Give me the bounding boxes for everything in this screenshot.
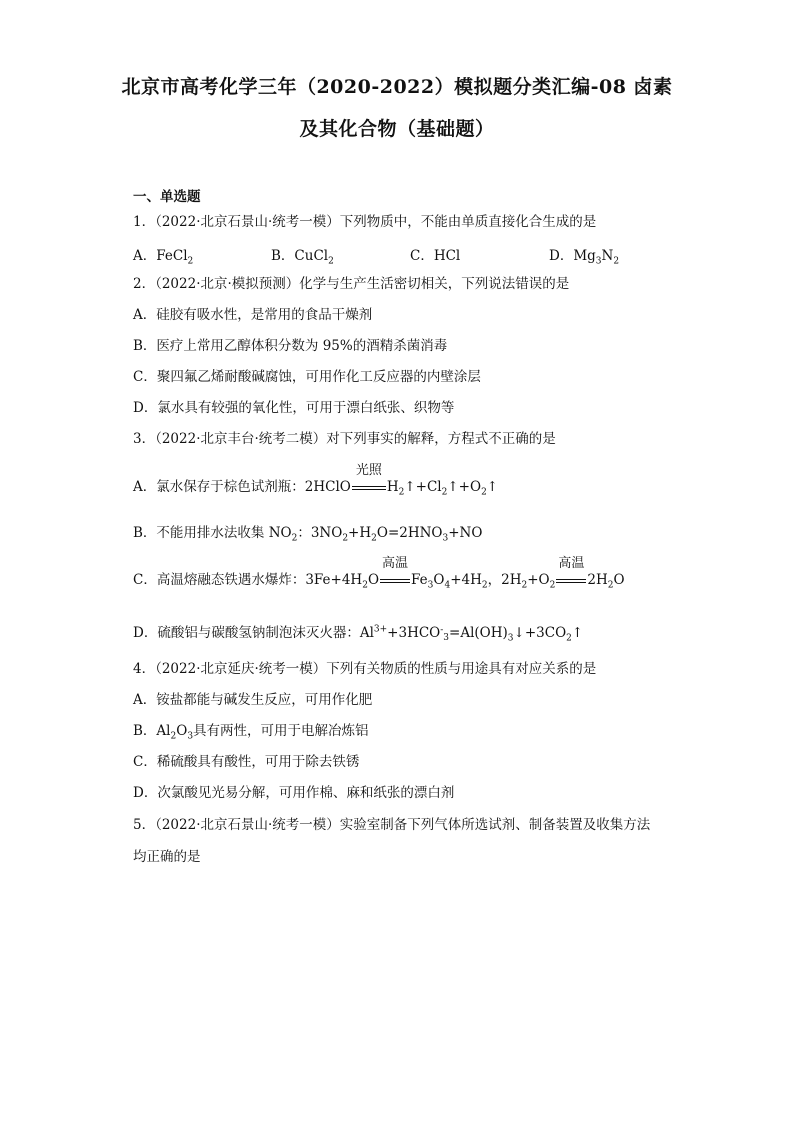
reaction-condition-arrow: 光照 [351, 478, 387, 496]
q3-option-c: C．高温熔融态铁遇水爆炸：$3Fe+4H_2O$ 高温 $Fe_3O_4+4H_2$，$2H_2+O_2$ 高温 $2H_2O$ [133, 556, 625, 591]
q4-option-b: B．$Al_2O_3$具有两性，可用于电解冶炼铝 [133, 723, 369, 742]
reaction-condition-arrow: 高温 [379, 571, 411, 589]
q3-option-a: A．氯水保存于棕色试剂瓶：2HClO 光照 $H_2↑+Cl_2↑+O_2↑$ [133, 463, 499, 498]
document-title-line2: 及其化合物（基础题） [299, 118, 495, 140]
question-1-stem: 1．（2022·北京石景山·统考一模）下列物质中，不能由单质直接化合生成的是 [133, 214, 597, 230]
q4-option-c: C．稀硫酸具有酸性，可用于除去铁锈 [133, 754, 360, 770]
q2-option-a: A．硅胶有吸水性，是常用的食品干燥剂 [133, 307, 373, 323]
q2-option-b: B．医疗上常用乙醇体积分数为 95%的酒精杀菌消毒 [133, 338, 448, 354]
question-3-stem: 3．（2022·北京丰台·统考二模）对下列事实的解释，方程式不正确的是 [133, 431, 556, 447]
q1-option-c: C．HCl [410, 248, 461, 264]
question-5-stem-cont: 均正确的是 [133, 849, 201, 865]
question-2-stem: 2．（2022·北京·模拟预测）化学与生产生活密切相关，下列说法错误的是 [133, 276, 570, 292]
q1-option-a: A．FeCl$_2$ [133, 248, 194, 267]
q1-option-b: B．CuCl$_2$ [271, 248, 334, 267]
reaction-condition-arrow: 高温 [555, 571, 587, 589]
q2-option-d: D．氯水具有较强的氧化性，可用于漂白纸张、织物等 [133, 400, 455, 416]
question-4-stem: 4．（2022·北京延庆·统考一模）下列有关物质的性质与用途具有对应关系的是 [133, 661, 597, 677]
q3-option-b: B．不能用排水法收集 $NO_2$：$3NO_2+H_2O=2HNO_3+NO$ [133, 525, 483, 544]
q4-option-d: D．次氯酸见光易分解，可用作棉、麻和纸张的漂白剂 [133, 785, 455, 801]
q3-option-d: D．硫酸铝与碳酸氢钠制泡沫灭火器：$Al^{3+}+3HCO^-_3=Al(OH)_3↓+3CO_2↑$ [133, 624, 584, 644]
q2-option-c: C．聚四氟乙烯耐酸碱腐蚀，可用作化工反应器的内壁涂层 [133, 369, 481, 385]
question-5-stem: 5．（2022·北京石景山·统考一模）实验室制备下列气体所选试剂、制备装置及收集方法 [133, 817, 651, 833]
q4-option-a: A．铵盐都能与碱发生反应，可用作化肥 [133, 692, 373, 708]
q1-option-d: D．$Mg_3N_2$ [549, 248, 620, 267]
document-title-line1: 北京市高考化学三年（2020-2022）模拟题分类汇编-08 卤素 [121, 76, 673, 98]
section-heading: 一、单选题 [133, 189, 201, 205]
